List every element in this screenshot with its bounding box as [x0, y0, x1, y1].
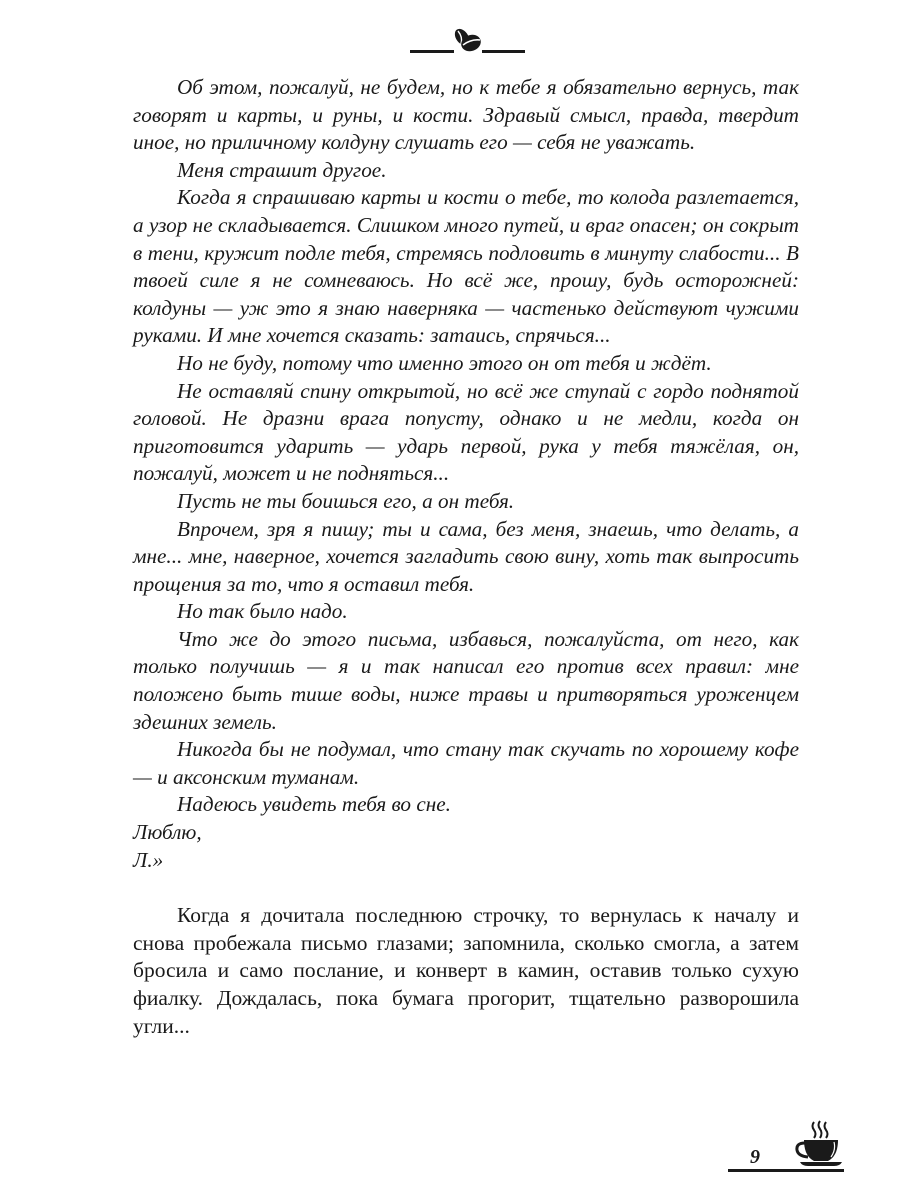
letter-paragraph: Не оставляй спину открытой, но всё же ступай с гордо поднятой головой. Не дразни врага попусту, однако и не медли, когда он приготовится ударить — ударь первой, рука у тебя тяжёлая, он, пожалуй, может и не подняться...: [133, 378, 799, 486]
letter-paragraph: Об этом, пожалуй, не будем, но к тебе я обязательно вернусь, так говорят и карты, и руны, и кости. Здравый смысл, правда, твердит иное, но приличному колдуну слушать его — себя не уважать.: [133, 75, 799, 155]
letter-signature: Л.»: [133, 847, 164, 872]
letter-paragraph: Надеюсь увидеть тебя во сне.: [177, 792, 451, 817]
footer-rule: [728, 1169, 844, 1172]
narrative-paragraph: Когда я дочитала последнюю строчку, то вернулась к началу и снова пробежала письмо глазами; запомнила, сколько смогла, а затем бросила и само послание, и конверт в камин, оставив только сухую фиалку. Дождалась, пока бумага прогорит, тщательно разворошила угли...: [133, 903, 799, 1038]
letter-paragraph: Никогда бы не подумал, что стану так скучать по хорошему кофе — и аксонским туманам.: [133, 737, 799, 789]
page-number: 9: [750, 1146, 760, 1168]
narrative-text: [133, 902, 799, 1040]
coffee-bean-icon: [453, 26, 483, 56]
letter-paragraph: Но не буду, потому что именно этого он от тебя и ждёт.: [177, 350, 712, 375]
letter-text: [133, 74, 799, 874]
letter-paragraph: Но так было надо.: [177, 599, 348, 624]
letter-paragraph: Когда я спрашиваю карты и кости о тебе, то колода разлетается, а узор не складывается. Слишком много путей, и враг опасен; он сокрыт в тени, кружит подле тебя, стремясь подловить в минуту слабости... В твоей силе я не сомневаюсь. Но всё же, прошу, будь осторожней: колдуны — уж это я знаю наверняка — частенько действуют чужими руками. И мне хочется сказать: затаись, спрячься...: [133, 185, 799, 348]
page-footer: [728, 1130, 848, 1180]
letter-paragraph: Что же до этого письма, избавься, пожалуйста, от него, как только получишь — я и так написал его против всех правил: мне положено быть тише воды, ниже травы и притворяться уроженцем здешних земель.: [133, 626, 799, 734]
header-rule-right: [482, 50, 525, 53]
letter-paragraph: Меня страшит другое.: [177, 157, 387, 182]
body-text: [133, 74, 799, 1040]
letter-paragraph: Впрочем, зря я пишу; ты и сама, без меня, знаешь, что делать, а мне... мне, наверное, хочется загладить свою вину, хоть так выпросить прощения за то, что я оставил тебя.: [133, 516, 799, 596]
coffee-cup-icon: [794, 1120, 844, 1168]
letter-signoff: Люблю,: [133, 820, 202, 845]
letter-paragraph: Пусть не ты боишься его, а он тебя.: [177, 488, 515, 513]
header-ornament: [410, 26, 525, 56]
header-rule-left: [410, 50, 454, 53]
